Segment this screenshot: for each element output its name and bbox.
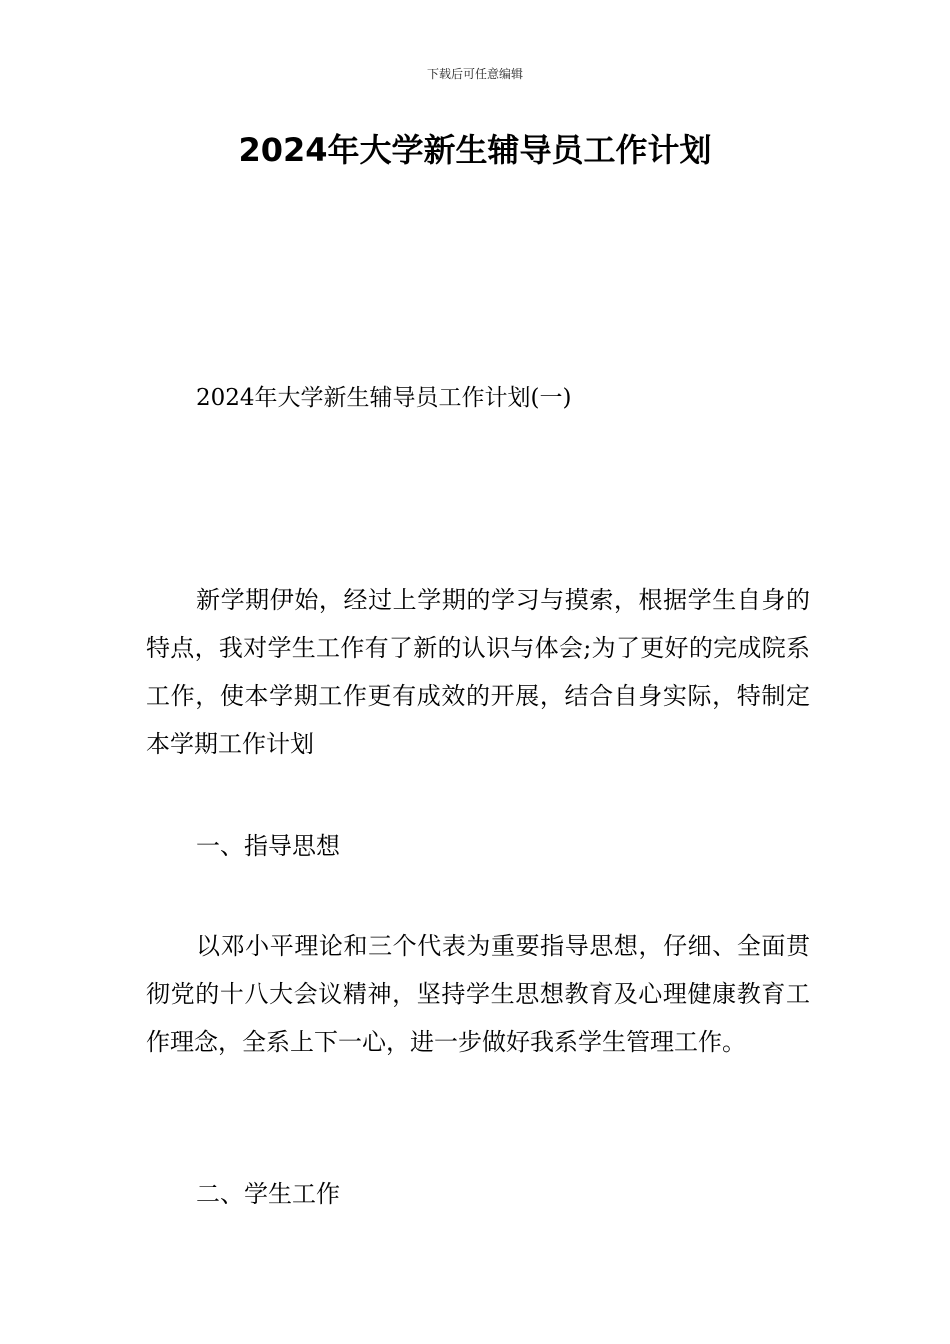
header-note: 下载后可任意编辑 (426, 67, 523, 81)
section-heading-guiding-ideology: 一、指导思想 (196, 832, 340, 860)
document-subtitle: 2024年大学新生辅导员工作计划(一) (196, 385, 572, 411)
intro-paragraph: 新学期伊始，经过上学期的学习与摸索，根据学生自身的特点，我对学生工作有了新的认识与体会;为了更好的完成院系工作，使本学期工作更有成效的开展，结合自身实际，特制定本学期工作计划 (146, 586, 810, 758)
section-heading-student-work: 二、学生工作 (196, 1180, 340, 1208)
document-title: 2024年大学新生辅导员工作计划 (238, 131, 712, 169)
guiding-ideology-paragraph: 以邓小平理论和三个代表为重要指导思想，仔细、全面贯彻党的十八大会议精神，坚持学生思想教育及心理健康教育工作理念，全系上下一心，进一步做好我系学生管理工作。 (146, 932, 810, 1056)
